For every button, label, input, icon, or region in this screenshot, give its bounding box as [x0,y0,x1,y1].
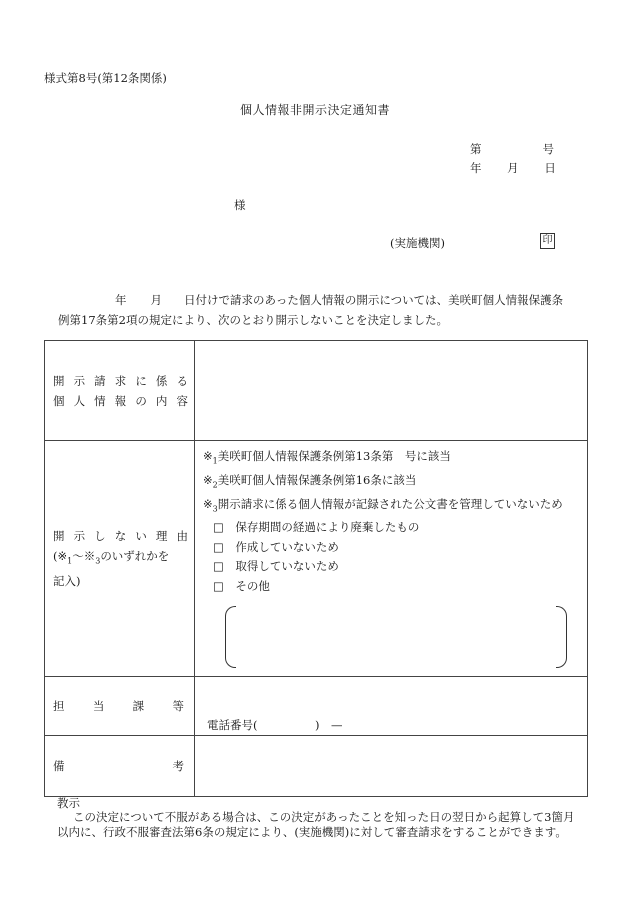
issuing-agency: (実施機関) [390,236,445,250]
label-reason-line1 [53,526,188,546]
other-reason-input[interactable] [225,606,567,668]
label-char: 当 [92,699,105,714]
reason-2[interactable]: $※_2$美咲町個人情報保護条例第16条に該当 [203,472,417,490]
label-char: 係 [155,373,168,388]
label-char: し [94,529,106,544]
label-reason-line3: 記入) [53,574,81,589]
doc-number-prefix: 第 [470,142,482,156]
decision-table [44,340,588,797]
reason-field [195,441,588,677]
requested-info-field[interactable] [195,341,588,441]
label-char: 個 [53,393,65,408]
label-reason [45,441,195,677]
addressee: 様 [234,198,246,212]
issue-date [470,161,554,175]
label-reason-line2: ($※_1$〜$※_3$のいずれかを [53,549,170,566]
teaching-line-1: この決定について不服がある場合は、この決定があったことを知った日の翌日から起算して3箇月 [73,810,575,824]
checkbox-icon[interactable]: □ [213,539,224,554]
reason-1[interactable]: $※_1$美咲町個人情報保護条例第13条第 号に該当 [203,449,451,466]
teaching-heading: 教示 [57,796,80,810]
label-department [45,677,195,736]
teaching-line-2: 以内に、行政不服審査法第6条の規定により、(実施機関)に対して審査請求をすることができます。 [57,825,567,839]
label-char: 担 [53,699,65,714]
label-char: 課 [132,699,145,714]
label-char: い [135,529,147,544]
label-char: 開 [53,529,65,544]
form-number: 様式第8号(第12条関係) [44,71,167,85]
date-year: 年 [470,161,482,175]
label-char: 人 [73,393,86,408]
label-remarks [45,736,195,797]
doc-number-suffix: 号 [542,142,554,156]
option-disposed[interactable]: □ 保存期間の経過により廃棄したもの [213,520,420,535]
label-char: 請 [94,373,106,388]
label-char: 由 [176,529,188,544]
intro-year: 年 [115,293,127,307]
table-row-department [45,677,588,736]
reason-3[interactable]: $※_3$開示請求に係る個人情報が記録された公文書を管理していないため [203,496,563,513]
label-requested-info-line1 [53,371,188,391]
table-row-remarks [45,736,588,797]
table-row-reason [45,441,588,677]
date-day: 日 [544,161,556,175]
label-char: 報 [114,393,127,408]
intro-line-1 [115,293,563,307]
label-char: 開 [53,373,65,388]
label-remarks-line [53,756,188,776]
intro-month: 月 [150,293,162,307]
label-char: 示 [73,529,86,544]
checkbox-icon[interactable]: □ [213,520,224,535]
phone-number-field[interactable]: 電話番号( ) — [207,718,343,733]
label-char: 備 [53,759,65,774]
option-other[interactable]: □ その他 [213,578,270,593]
seal-mark: 印 [540,233,555,249]
label-char: の [135,393,147,408]
checkbox-icon[interactable]: □ [213,578,224,593]
label-char: 情 [94,393,106,408]
label-requested-info-line2 [53,391,188,411]
label-char: 示 [73,373,86,388]
label-department-line [53,696,188,716]
date-month: 月 [507,161,519,175]
document-number [470,142,554,156]
label-char: 考 [172,759,184,774]
department-field[interactable] [195,677,588,736]
label-char: 内 [155,393,168,408]
right-bracket [556,606,567,668]
intro-line-1-text: 日付けで請求のあった個人情報の開示については、美咲町個人情報保護条 [184,293,564,307]
remarks-field[interactable] [195,736,588,797]
label-char: な [114,529,127,544]
label-requested-info [45,341,195,441]
document-title: 個人情報非開示決定通知書 [239,103,390,117]
label-char: る [176,373,188,388]
label-char: 理 [155,529,168,544]
option-not-acquired[interactable]: □ 取得していないため [213,559,339,574]
table-row-requested-info [45,341,588,441]
label-char: 等 [172,699,184,714]
label-char: に [135,373,147,388]
left-bracket [225,606,236,668]
label-char: 求 [114,373,127,388]
checkbox-icon[interactable]: □ [213,559,224,574]
intro-line-2: 例第17条第2項の規定により、次のとおり開示しないことを決定しました。 [58,313,448,327]
label-char: 容 [176,393,188,408]
option-not-created[interactable]: □ 作成していないため [213,539,339,554]
